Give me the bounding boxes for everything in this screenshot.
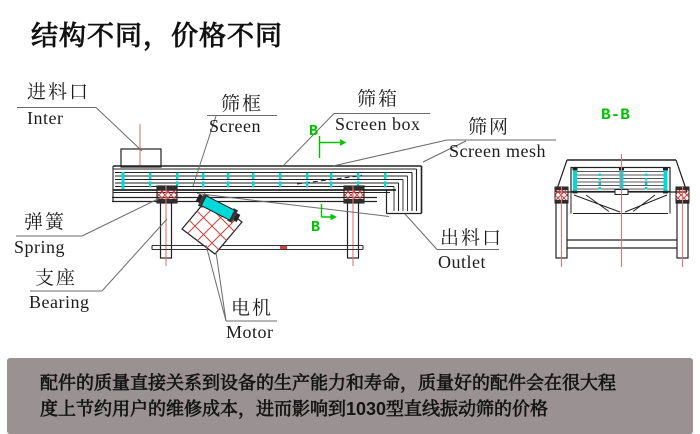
section-arrow-top (320, 136, 347, 158)
section-view-b-b (555, 154, 689, 267)
spring-left (157, 186, 177, 203)
label-screen-box-en: Screen box (335, 114, 421, 134)
section-marker-bottom: B (311, 219, 321, 236)
label-motor-zh: 电机 (231, 298, 274, 319)
label-screen-mesh-zh: 筛网 (468, 117, 511, 138)
label-spring-en: Spring (14, 237, 66, 257)
section-arrow-bottom (322, 204, 338, 220)
banner-line-1: 配件的质量直接关系到设备的生产能力和寿命，质量好的配件会在很大程 (40, 373, 616, 393)
section-hopper (571, 190, 670, 214)
section-marker-top: B (309, 123, 319, 140)
label-inlet-zh: 进料口 (27, 82, 91, 103)
base-line (152, 246, 363, 250)
label-screen-box-zh: 筛箱 (357, 89, 400, 110)
section-mesh-bars (573, 171, 668, 192)
spring-right (344, 186, 364, 203)
label-outlet-zh: 出料口 (440, 228, 504, 249)
label-bearing-zh: 支座 (35, 268, 78, 289)
label-screen-mesh-en: Screen mesh (449, 141, 546, 161)
banner-line-2: 度上节约用户的维修成本，进而影响到1030型直线振动筛的价格 (40, 399, 549, 419)
label-inlet-en: Inter (27, 108, 64, 128)
description-banner (7, 358, 693, 434)
label-spring-zh: 弹簧 (24, 212, 67, 233)
label-bearing-en: Bearing (29, 292, 90, 312)
section-title: B-B (601, 106, 630, 124)
leader-lines (16, 108, 556, 322)
label-screen-frame-zh: 筛框 (221, 94, 264, 115)
label-outlet-en: Outlet (438, 252, 486, 272)
label-screen-frame-en: Screen (209, 116, 261, 136)
label-motor-en: Motor (226, 322, 274, 342)
feed-inlet-box (121, 124, 161, 167)
page-title: 结构不同，价格不同 (31, 21, 283, 51)
